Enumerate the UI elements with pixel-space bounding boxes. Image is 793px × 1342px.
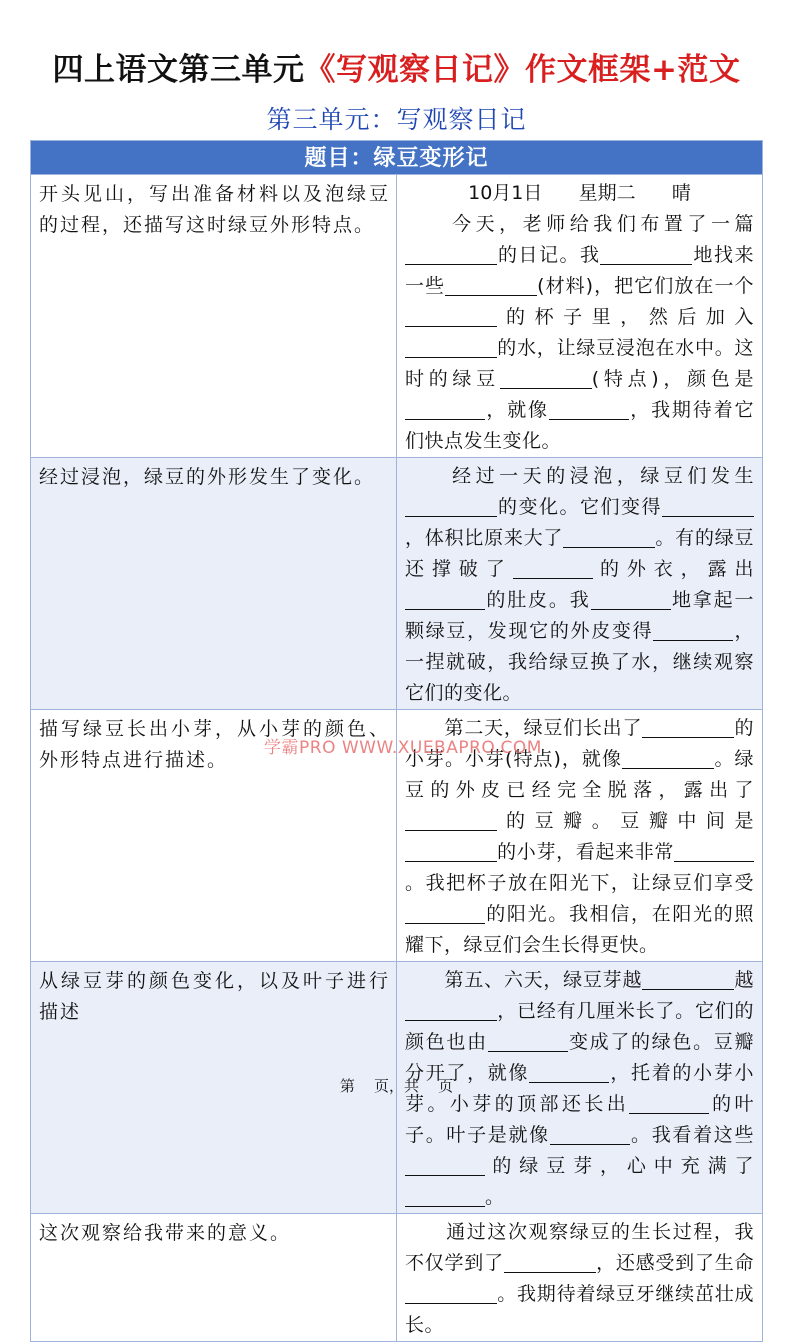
text-segment: 的小芽，看起来非常 <box>497 841 674 863</box>
paragraph <box>405 1217 754 1341</box>
paragraph <box>405 461 754 709</box>
document-title <box>0 44 793 89</box>
watermark: 学霸PRO WWW.XUEBAPRO.COM <box>264 738 542 758</box>
guide-cell: 描写绿豆长出小芽，从小芽的颜色、外形特点进行描述。 <box>31 710 397 962</box>
text-segment: 第二天，绿豆们长出了 <box>444 717 643 739</box>
fill-blank[interactable] <box>674 839 754 862</box>
text-segment: 通过这次观察绿豆的生长过程，我不仅学到了 <box>405 1221 754 1274</box>
text-segment: 的小芽。小芽(特点)，就像 <box>405 717 754 770</box>
fill-blank[interactable] <box>622 746 714 769</box>
text-segment: ，还感受到了生命 <box>595 1252 754 1274</box>
paragraph <box>405 209 754 457</box>
guide-cell: 这次观察给我带来的意义。 <box>31 1214 397 1342</box>
text-segment: 的豆瓣。豆瓣中间是 <box>497 810 754 832</box>
text-segment: 的绿豆芽，心中充满了 <box>485 1155 754 1177</box>
page-footer: 第 页，共 页 <box>339 1077 454 1095</box>
text-segment: 的杯子里，然后加入 <box>497 306 754 328</box>
fill-blank[interactable] <box>405 397 485 420</box>
fill-blank[interactable] <box>488 1029 568 1052</box>
text-segment: 越 <box>734 969 754 991</box>
fill-blank[interactable] <box>405 1281 497 1304</box>
fill-blank[interactable] <box>591 587 671 610</box>
fill-blank[interactable] <box>600 242 692 265</box>
text-segment: 地找来一些 <box>405 244 754 297</box>
content-cell <box>397 1214 763 1342</box>
fill-blank[interactable] <box>642 715 734 738</box>
fill-blank[interactable] <box>405 242 497 265</box>
text-segment: 。我看着这些 <box>629 1124 754 1146</box>
text-segment: 。 <box>485 1186 505 1208</box>
text-segment: 变成了的绿色。豆瓣分开了，就像 <box>405 1031 754 1084</box>
fill-blank[interactable] <box>662 494 754 517</box>
table-header-row <box>31 141 763 175</box>
text-segment: 。我把杯子放在阳光下，让绿豆们享受 <box>405 872 754 894</box>
text-segment: ，已经有几厘米长了。它们的颜色也由 <box>405 1000 754 1053</box>
fill-blank[interactable] <box>513 556 593 579</box>
fill-blank[interactable] <box>405 304 497 327</box>
text-segment: 的变化。它们变得 <box>497 496 662 518</box>
text-segment: 第五、六天，绿豆芽越 <box>444 969 643 991</box>
diary-date-line: 10月1日 星期二 晴 <box>468 182 691 204</box>
fill-blank[interactable] <box>405 1153 485 1176</box>
fill-blank[interactable] <box>445 273 537 296</box>
guide-cell: 经过浸泡，绿豆的外形发生了变化。 <box>31 458 397 710</box>
table-row <box>31 175 763 458</box>
fill-blank[interactable] <box>405 1184 485 1207</box>
text-segment: (材料)，把它们放在一个 <box>537 275 754 297</box>
fill-blank[interactable] <box>642 967 734 990</box>
text-segment: 的外衣，露出 <box>592 558 754 580</box>
fill-blank[interactable] <box>653 618 733 641</box>
guide-cell: 从绿豆芽的颜色变化，以及叶子进行描述 <box>31 962 397 1214</box>
title-part-3: 作文框架+范文 <box>525 52 741 88</box>
text-segment: 的阳光。我相信，在阳光的照耀下，绿豆们会生长得更快。 <box>405 903 754 956</box>
content-cell <box>397 175 763 458</box>
fill-blank[interactable] <box>405 335 497 358</box>
text-segment: 经过一天的浸泡，绿豆们发生 <box>452 465 754 487</box>
fill-blank[interactable] <box>563 525 655 548</box>
text-segment: 。我期待着绿豆牙继续茁壮成长。 <box>405 1283 754 1336</box>
text-segment: 。绿豆的外皮已经完全脱落，露出了 <box>405 748 754 801</box>
guide-cell: 开头见山，写出准备材料以及泡绿豆的过程，还描写这时绿豆外形特点。 <box>31 175 397 458</box>
text-segment: ，就像 <box>485 399 549 421</box>
table-row <box>31 1214 763 1342</box>
fill-blank[interactable] <box>550 1122 630 1145</box>
text-segment: 。有的绿豆还撑破了 <box>405 527 754 580</box>
essay-topic-header: 题目：绿豆变形记 <box>31 141 763 175</box>
unit-subtitle: 第三单元：写观察日记 <box>266 105 527 134</box>
text-segment: 的水，让绿豆浸泡在水中。这时的绿豆 <box>405 337 754 390</box>
fill-blank[interactable] <box>405 808 497 831</box>
title-part-1: 四上语文第三单元 <box>52 52 305 88</box>
table-row <box>31 458 763 710</box>
fill-blank[interactable] <box>504 1250 596 1273</box>
fill-blank[interactable] <box>500 366 592 389</box>
text-segment: 的肚皮。我 <box>485 589 591 611</box>
fill-blank[interactable] <box>405 839 497 862</box>
text-segment: ，我期待着它们快点发生变化。 <box>405 399 754 452</box>
text-segment: 的叶子。叶子是就像 <box>405 1093 754 1146</box>
title-part-2: 《写观察日记》 <box>304 52 525 88</box>
fill-blank[interactable] <box>405 494 497 517</box>
fill-blank[interactable] <box>405 587 485 610</box>
text-segment: (特点)，颜色是 <box>591 368 754 390</box>
text-segment: 地拿起一颗绿豆，发现它的外皮变得 <box>405 589 754 642</box>
fill-blank[interactable] <box>405 901 485 924</box>
fill-blank[interactable] <box>405 998 497 1021</box>
text-segment: ，体积比原来大了 <box>405 527 564 549</box>
fill-blank[interactable] <box>549 397 629 420</box>
text-segment: 的日记。我 <box>497 244 601 266</box>
text-segment: ，托着的小芽小芽。小芽的顶部还长出 <box>405 1062 754 1115</box>
content-cell <box>397 458 763 710</box>
text-segment: 今天，老师给我们布置了一篇 <box>452 213 754 235</box>
text-segment: ，一捏就破，我给绿豆换了水，继续观察它们的变化。 <box>405 620 754 704</box>
